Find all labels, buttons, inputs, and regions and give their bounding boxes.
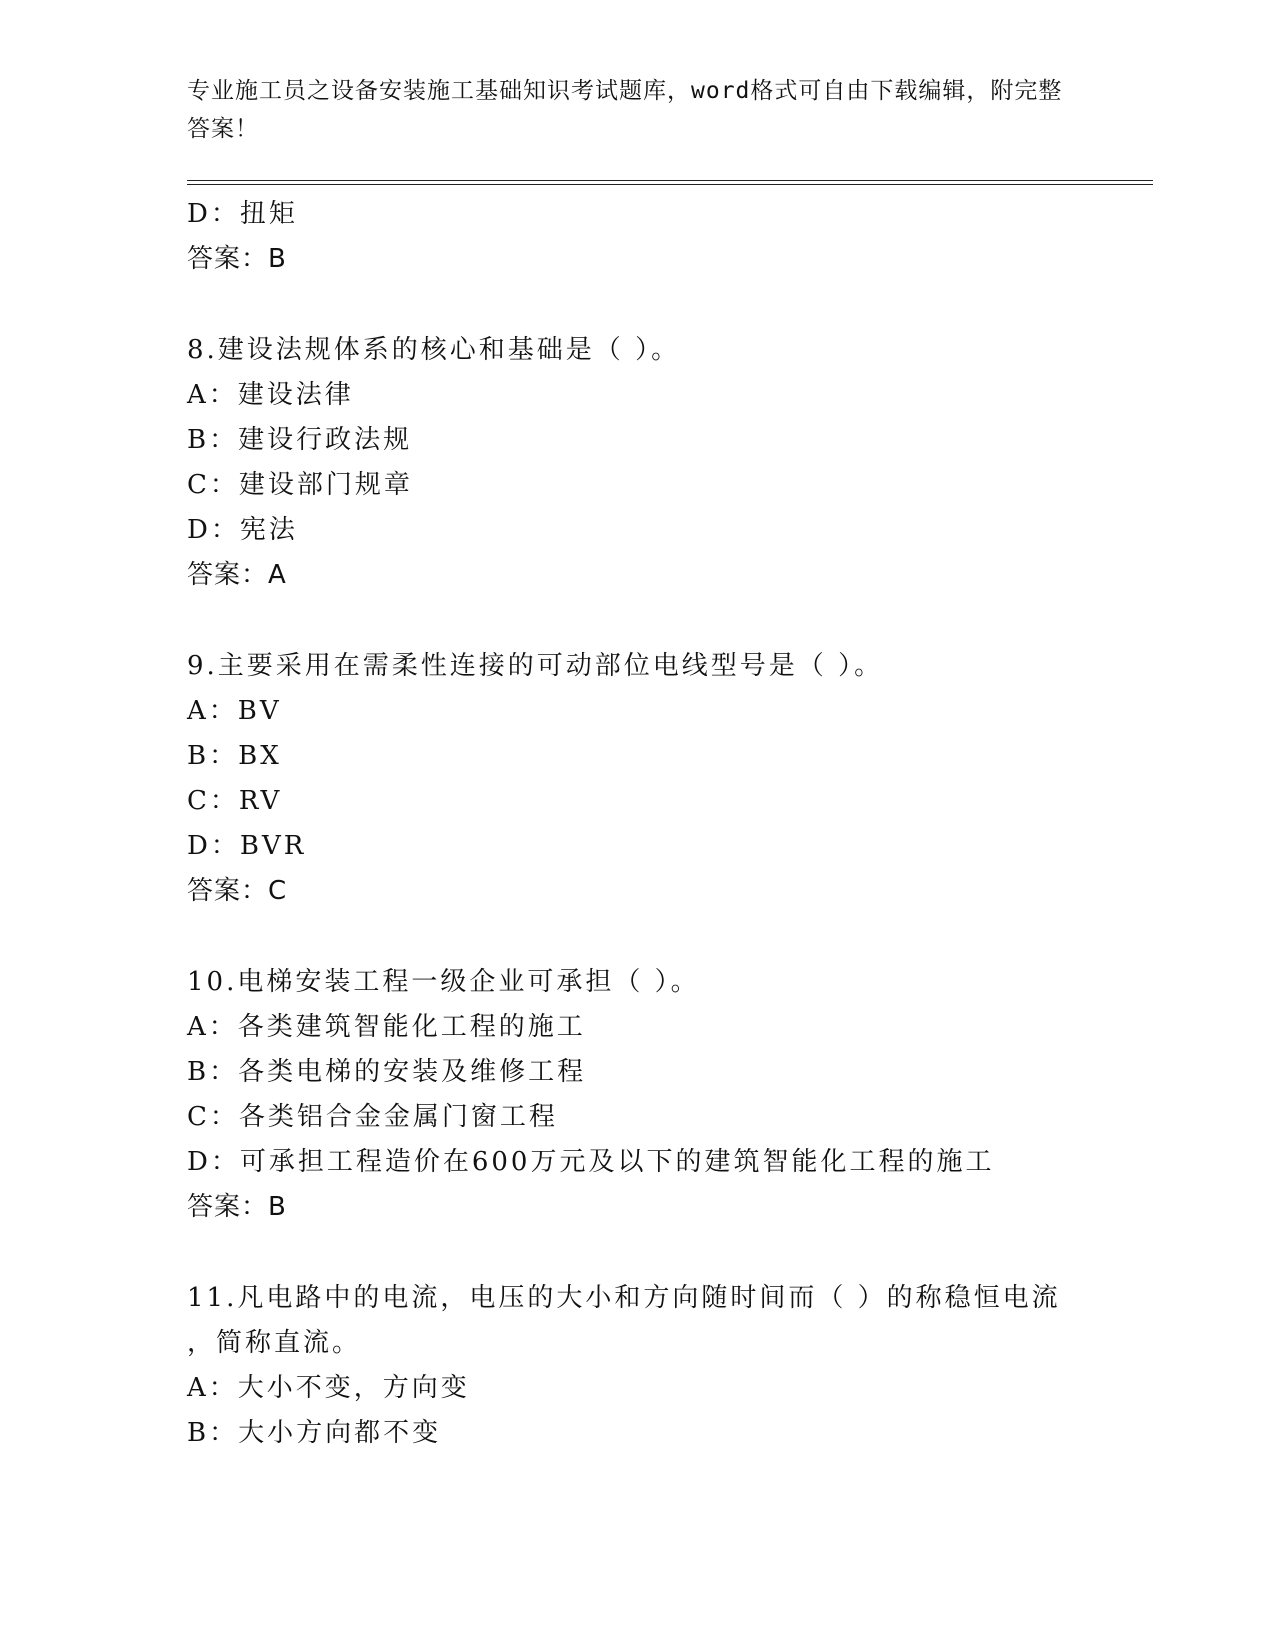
answer-line: 答案：C (187, 876, 288, 906)
answer-line: 答案：B (187, 1192, 287, 1222)
question-stem: 8.建设法规体系的核心和基础是（ ）。 (187, 335, 681, 365)
answer-line: 答案：B (187, 244, 287, 274)
question-10 (187, 960, 1087, 1230)
header-divider (187, 180, 1153, 185)
question-stem-line-1: 11.凡电路中的电流，电压的大小和方向随时间而（ ）的称稳恒电流 (187, 1283, 1061, 1313)
option-a: A：各类建筑智能化工程的施工 (187, 1012, 586, 1042)
question-list (187, 192, 1087, 1456)
document-header: 专业施工员之设备安装施工基础知识考试题库，word格式可自由下载编辑，附完整答案！ (187, 78, 1063, 142)
question-11 (187, 1276, 1087, 1456)
option-d: D：宪法 (187, 515, 298, 545)
option-d: D：扭矩 (187, 199, 298, 229)
option-b: B：大小方向都不变 (187, 1418, 442, 1448)
option-a: A：大小不变，方向变 (187, 1373, 470, 1403)
option-d: D：可承担工程造价在600万元及以下的建筑智能化工程的施工 (187, 1147, 995, 1177)
option-b: B：BX (187, 741, 282, 771)
question-8 (187, 328, 1087, 598)
option-a: A：BV (187, 696, 282, 726)
option-c: C：建设部门规章 (187, 470, 413, 500)
question-9 (187, 644, 1087, 914)
option-d: D：BVR (187, 831, 307, 861)
question-stem: 9.主要采用在需柔性连接的可动部位电线型号是（ ）。 (187, 651, 884, 681)
option-c: C：RV (187, 786, 283, 816)
previous-question-tail (187, 192, 1087, 282)
option-b: B：各类电梯的安装及维修工程 (187, 1057, 587, 1087)
answer-line: 答案：A (187, 560, 287, 590)
option-b: B：建设行政法规 (187, 425, 413, 455)
option-a: A：建设法律 (187, 380, 354, 410)
question-stem-line-2: ，简称直流。 (187, 1328, 362, 1358)
question-stem: 10.电梯安装工程一级企业可承担（ ）。 (187, 967, 700, 997)
option-c: C：各类铝合金金属门窗工程 (187, 1102, 558, 1132)
